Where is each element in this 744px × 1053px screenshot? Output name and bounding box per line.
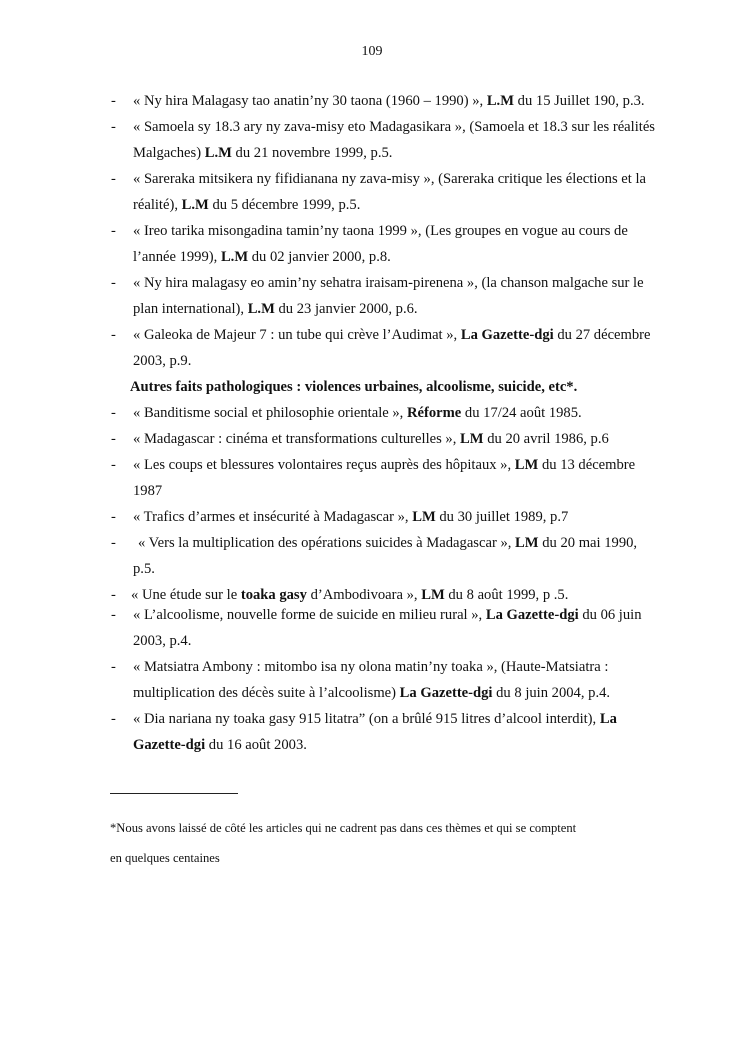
entry-date: du 02 janvier 2000, p.8. (248, 249, 391, 265)
list-dash: - (111, 659, 116, 675)
entry-source: LM (460, 431, 484, 447)
bibliography-entry (0, 602, 744, 654)
list-dash: - (111, 327, 116, 343)
entry-title: « Les coups et blessures volontaires reçus auprès des hôpitaux », (133, 457, 515, 473)
entry-text (133, 659, 610, 701)
entry-title: « Une étude sur le (131, 587, 241, 603)
entry-source: L.M (220, 249, 249, 265)
bibliography-entry (0, 270, 744, 322)
entry-source: La Gazette-dgi (133, 711, 617, 753)
footnote-separator (110, 793, 238, 794)
entry-text (133, 509, 568, 525)
bibliography-entry (0, 426, 744, 452)
entry-source: Réforme (406, 405, 462, 421)
entry-date: du 5 décembre 1999, p.5. (208, 197, 361, 213)
entry-text (133, 431, 609, 447)
list-dash: - (111, 405, 116, 421)
entry-date: du 20 mai 1990, p.5. (133, 535, 638, 577)
list-dash: - (111, 431, 116, 447)
entry-text (131, 587, 568, 603)
entry-title: « Dia nariana ny toaka gasy 915 litatra” (on a brûlé 915 litres d’alcool interdit), (133, 711, 600, 727)
page-number: 109 (361, 44, 383, 59)
list-dash: - (111, 93, 116, 109)
bibliography-entry (0, 504, 744, 530)
entry-source: LM (412, 509, 436, 525)
entry-title: « Vers la multiplication des opérations suicides à Madagascar », (138, 535, 516, 551)
entry-date: du 17/24 août 1985. (461, 405, 582, 421)
list-dash: - (111, 457, 116, 473)
entry-title: « Samoela sy 18.3 ary ny zava-misy eto Madagasikara », (Samoela et 18.3 sur les réalités Malgaches) (133, 119, 655, 161)
bibliography-entry (0, 400, 744, 426)
entry-title: « Ireo tarika misongadina tamin’ny taona 1999 », (Les groupes en vogue au cours de l’année 1999), (133, 223, 628, 265)
entry-title: « Trafics d’armes et insécurité à Madagascar », (133, 509, 413, 525)
bibliography-entry (0, 166, 744, 218)
list-dash: - (111, 171, 116, 187)
list-dash: - (111, 223, 116, 239)
bibliography-entry (0, 530, 744, 582)
entry-title: « Galeoka de Majeur 7 : un tube qui crève l’Audimat », (133, 327, 461, 343)
entry-title: « L’alcoolisme, nouvelle forme de suicide en milieu rural », (133, 607, 486, 623)
entry-title: « Sareraka mitsikera ny fifidianana ny zava-misy », (Sareraka critique les élections et la réalité), (133, 171, 647, 213)
entry-text (133, 119, 655, 161)
bibliography-entry (0, 654, 744, 706)
bibliography-entry (0, 88, 744, 114)
entry-date: du 20 avril 1986, p.6 (483, 431, 609, 447)
entry-text (133, 457, 635, 499)
entry-date: du 06 juin 2003, p.4. (133, 607, 642, 649)
entry-text (133, 171, 646, 213)
footnote-line: *Nous avons laissé de côté les articles qui ne cadrent pas dans ces thèmes et qui se comptent (110, 821, 577, 835)
entry-text (133, 93, 645, 109)
entry-date: du 15 Juillet 190, p.3. (514, 93, 645, 109)
bibliography-entry (0, 322, 744, 374)
entry-title: « Ny hira malagasy eo amin’ny sehatra iraisam-pirenena », (la chanson malgache sur le plan international), (133, 275, 644, 317)
section-heading: Autres faits pathologiques : violences urbaines, alcoolisme, suicide, etc*. (130, 379, 578, 395)
entry-title: « Madagascar : cinéma et transformations culturelles », (133, 431, 461, 447)
entry-source: La Gazette-dgi (460, 327, 554, 343)
entry-text (133, 275, 644, 317)
entry-text (133, 535, 637, 577)
entry-source: LM (514, 457, 539, 473)
entry-date: du 13 décembre 1987 (133, 457, 636, 499)
entry-date: du 16 août 2003. (205, 737, 307, 753)
bibliography-entry (0, 706, 744, 758)
entry-title-end: d’Ambodivoara », (306, 587, 422, 603)
list-dash: - (111, 275, 116, 291)
bibliography-entry (0, 452, 744, 504)
list-dash: - (111, 607, 116, 623)
entry-date: du 27 décembre 2003, p.9. (133, 327, 651, 369)
bibliography-entry (0, 218, 744, 270)
footnote-line: en quelques centaines (110, 851, 220, 865)
entry-source: L.M (247, 301, 275, 317)
entry-source: LM (421, 587, 445, 603)
entry-source: LM (515, 535, 539, 551)
entry-source: L.M (486, 93, 514, 109)
entry-date: du 30 juillet 1989, p.7 (435, 509, 569, 525)
entry-text (133, 711, 617, 753)
entry-title: « Ny hira Malagasy tao anatin’ny 30 taona (1960 – 1990) », (133, 93, 487, 109)
entry-title: « Banditisme social et philosophie orientale », (133, 405, 407, 421)
entry-text (133, 405, 582, 421)
entry-text (133, 223, 628, 265)
entry-date: du 8 juin 2004, p.4. (492, 685, 611, 701)
entry-date: du 23 janvier 2000, p.6. (274, 301, 418, 317)
bibliography-list (0, 88, 744, 758)
entry-source: L.M (181, 197, 209, 213)
entry-date: du 21 novembre 1999, p.5. (231, 145, 393, 161)
entry-source: L.M (204, 145, 232, 161)
entry-date: du 8 août 1999, p .5. (444, 587, 569, 603)
entry-text (133, 327, 651, 369)
list-dash: - (111, 509, 116, 525)
entry-source: La Gazette-dgi (485, 607, 579, 623)
list-dash: - (111, 535, 116, 551)
entry-keyword: toaka gasy (240, 587, 307, 603)
entry-source: La Gazette-dgi (399, 685, 493, 701)
entry-text (133, 607, 642, 649)
bibliography-entry (0, 114, 744, 166)
list-dash: - (111, 587, 116, 603)
list-dash: - (111, 711, 116, 727)
list-dash: - (111, 119, 116, 135)
entry-title: « Matsiatra Ambony : mitombo isa ny olona matin’ny toaka », (Haute-Matsiatra : multiplication des décès suite à l’alcoolisme) (133, 659, 609, 701)
